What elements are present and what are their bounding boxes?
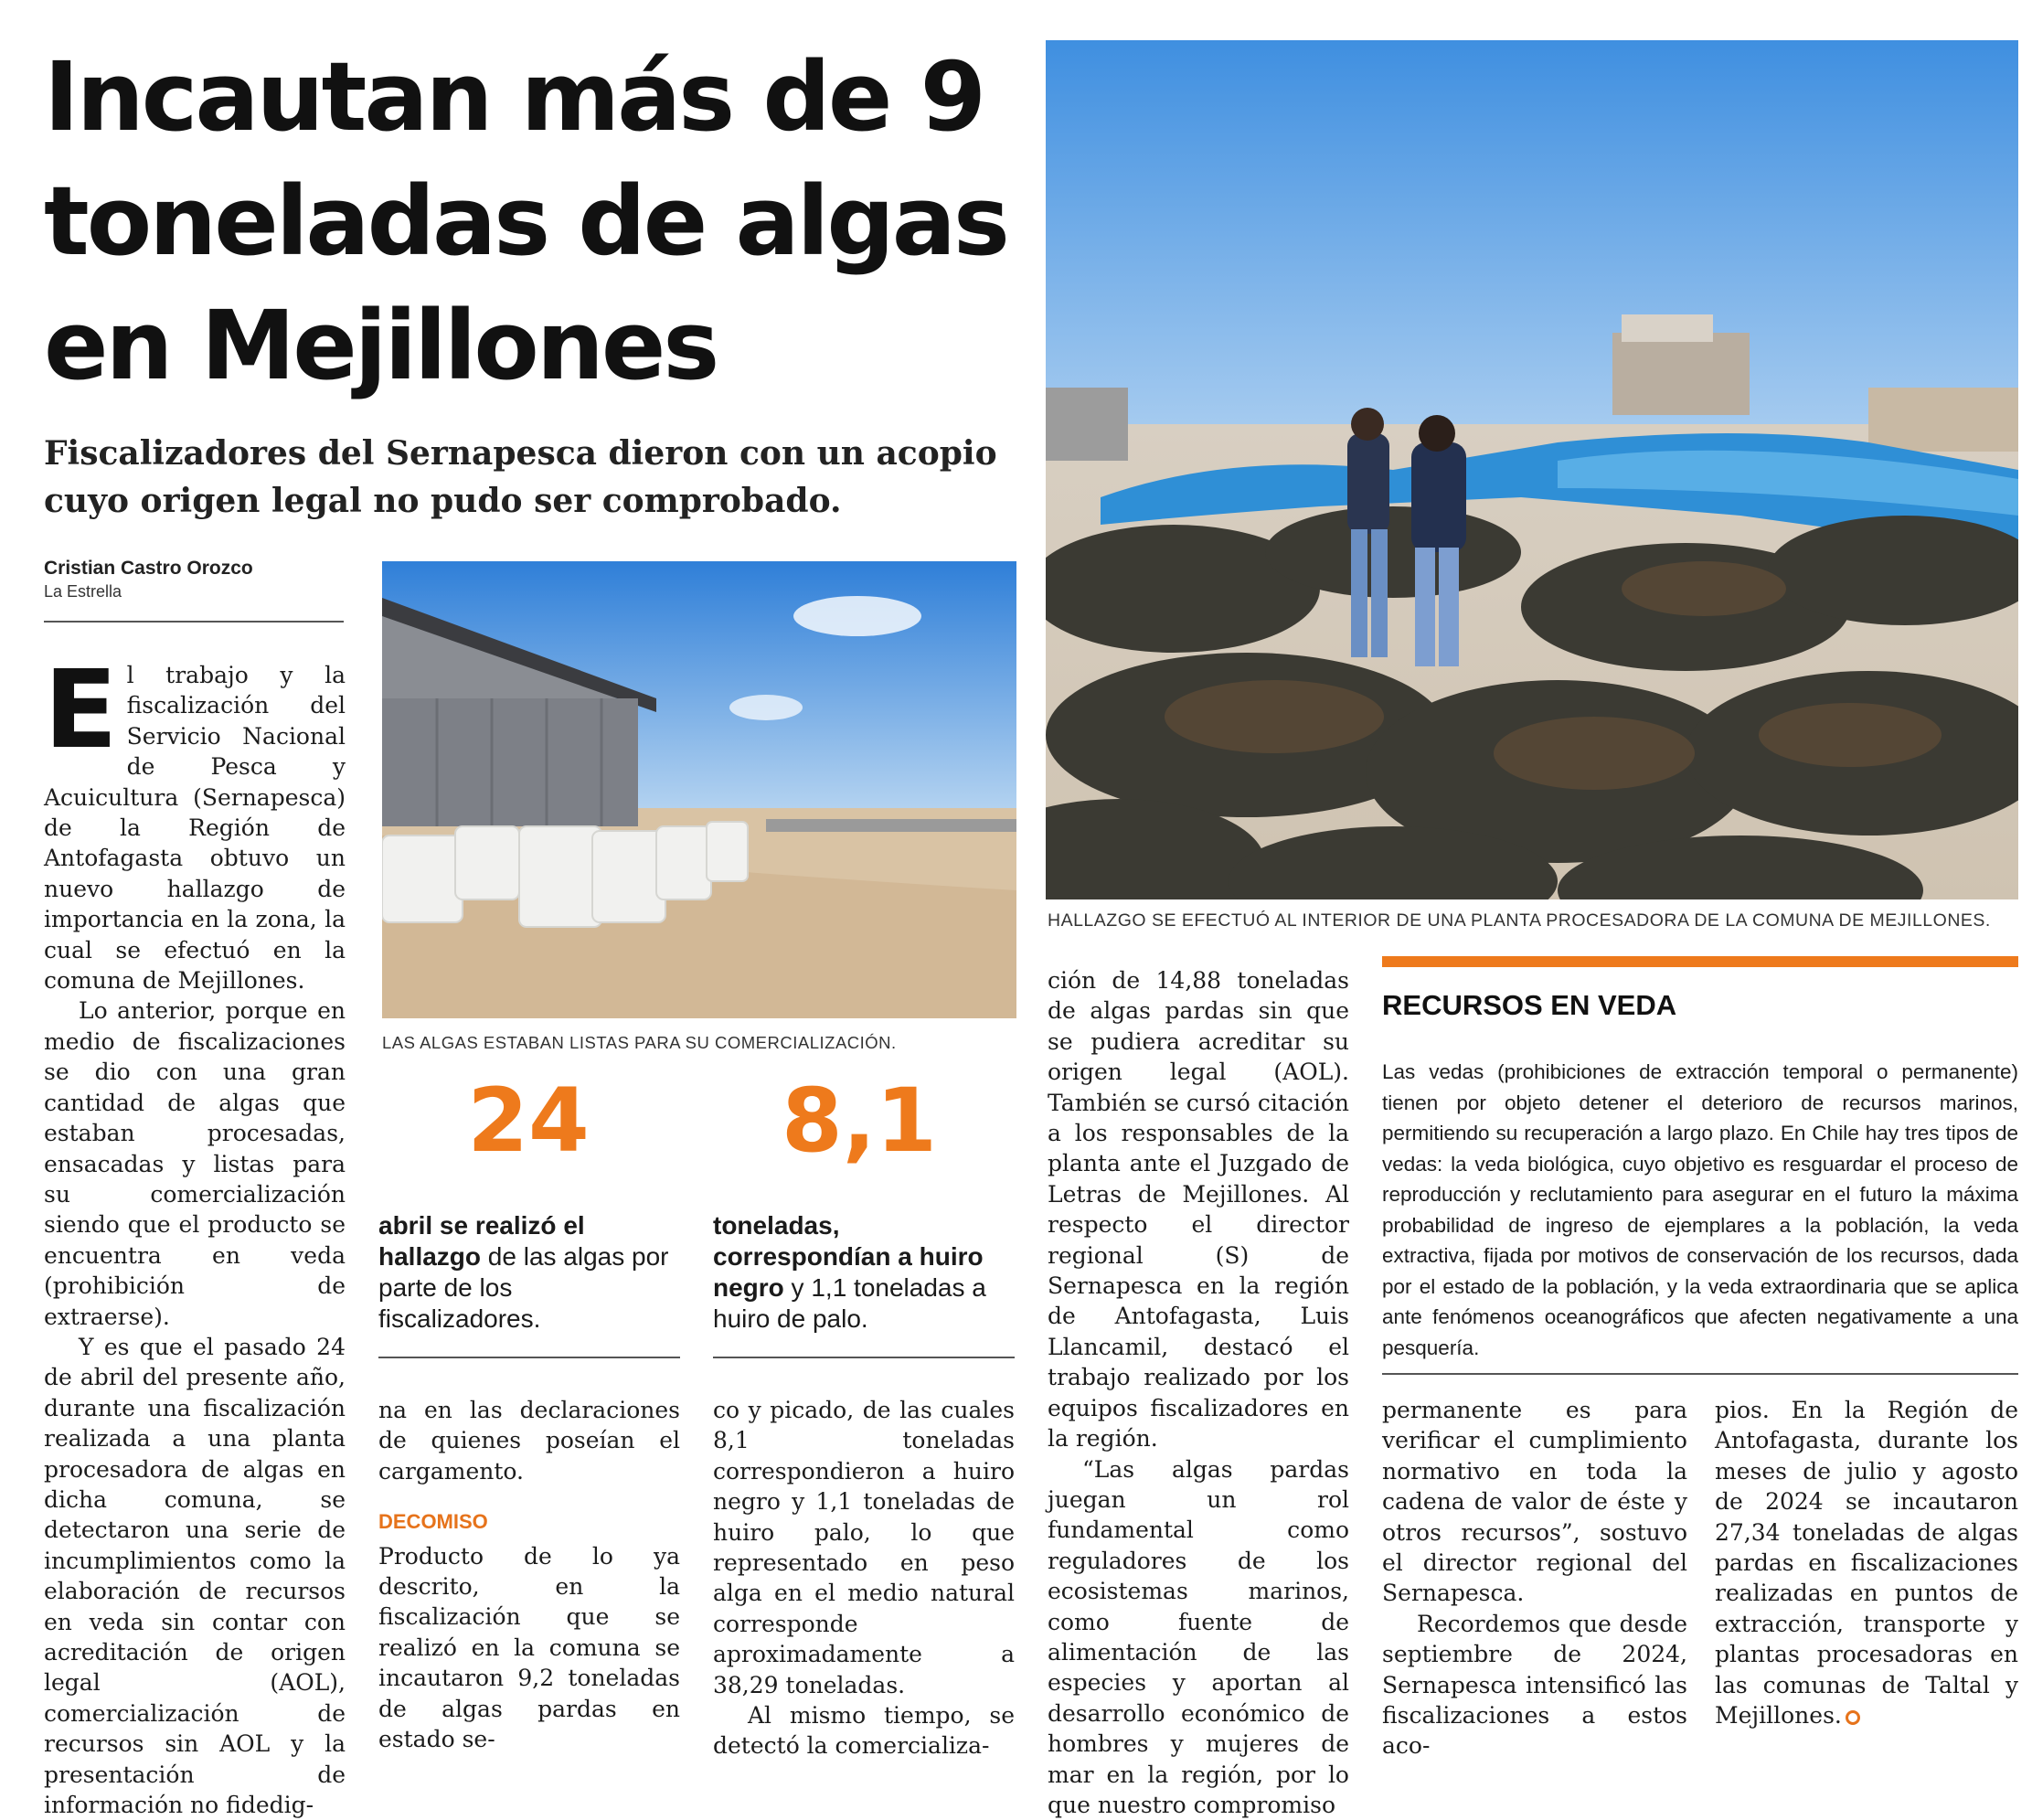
stat-text-2-bold: toneladas, correspondían a huiro negro — [713, 1211, 984, 1302]
body-text: pios. En la Región de Antofagasta, durante los meses de julio y agosto de 2024 se incautaron 27,34 toneladas de algas pardas en fiscalizaciones realizadas en puntos de extracción, transporte y plantas procesadoras en las comunas de Taltal y Mejillones. — [1715, 1397, 2018, 1729]
secondary-photo-illustration — [382, 561, 1016, 1018]
sidebar-accent-bar — [1382, 956, 2018, 967]
stat-number-1: 24 — [382, 1070, 675, 1172]
subheadline: Fiscalizadores del Sernapesca dieron con un acopio cuyo origen legal no pudo ser comprobado. — [44, 430, 1031, 525]
body-column-4 — [1048, 965, 1349, 1820]
body-paragraph: Al mismo tiempo, se detectó la comercializa- — [713, 1700, 1015, 1761]
body-paragraph: na en las declaraciones de quienes poseían el cargamento. — [378, 1395, 680, 1486]
body-paragraph: “Las algas pardas juegan un rol fundamental como reguladores de los ecosistemas marinos, como fuente de alimentación de las especies y aportan al desarrollo económico de hombres y mujeres de mar en la región, por lo que nuestro compromiso — [1048, 1454, 1349, 1820]
sidebar-text: Las vedas (prohibiciones de extracción temporal o permanente) tienen por objeto detener el deterioro de recursos marinos, permitiendo su recuperación a largo plazo. En Chile hay tres tipos de vedas: la veda biológica, cuyo objetivo es resguardar el proceso de reproducción y reclutamiento para asegurar en el futuro la máxima probabilidad de ingreso de ejemplares a la población, la veda extractiva, fijada por motivos de conservación de los recursos, dada por el estado de la población, y la veda extraordinaria que se aplica ante fenómenos oceanográficos que afecten negativamente a una pesquería. — [1382, 1057, 2018, 1363]
stat-text-2-rest: y 1,1 toneladas a huiro de palo. — [713, 1273, 986, 1333]
byline — [44, 558, 253, 601]
author-name: Cristian Castro Orozco — [44, 558, 253, 580]
secondary-photo-caption: LAS ALGAS ESTABAN LISTAS PARA SU COMERCIALIZACIÓN. — [382, 1033, 1016, 1053]
body-column-6 — [1715, 1395, 2018, 1730]
stat-rule-1 — [378, 1357, 680, 1358]
stat-number-2: 8,1 — [713, 1070, 1005, 1172]
body-paragraph: Producto de lo ya descrito, en la fiscalización que se realizó en la comuna se incautaron 9,2 toneladas de algas pardas en estado se- — [378, 1541, 680, 1755]
stat-text-1-rest: de las algas por parte de los fiscalizadores. — [378, 1242, 668, 1333]
body-column-2 — [378, 1395, 680, 1754]
main-photo-caption: HALLAZGO SE EFECTUÓ AL INTERIOR DE UNA PLANTA PROCESADORA DE LA COMUNA DE MEJILLONES. — [1048, 910, 2016, 931]
end-mark-icon — [1846, 1710, 1860, 1725]
body-paragraph — [1715, 1395, 2018, 1730]
sidebar-title: RECURSOS EN VEDA — [1382, 989, 1676, 1022]
body-paragraph: co y picado, de las cuales 8,1 toneladas correspondieron a huiro negro y 1,1 toneladas de huiro palo, lo que representado en peso alga en el medio natural corresponde aproximadamente a 38,29 toneladas. — [713, 1395, 1015, 1700]
body-paragraph: Y es que el pasado 24 de abril del presente año, durante una fiscalización realizada a una planta procesadora de algas en dicha comuna, se detectaron una serie de incumplimientos como la elaboración de recursos en veda sin contar con acreditación de origen legal (AOL), comercialización de recursos sin AOL y la presentación de información no fidedig- — [44, 1332, 346, 1820]
body-column-1 — [44, 660, 346, 1820]
stat-text-2 — [713, 1210, 1015, 1335]
outlet-name: La Estrella — [44, 582, 253, 601]
stat-text-1-bold: abril se realizó el hallazgo — [378, 1211, 585, 1271]
body-text: l trabajo y la fiscalización del Servicio Nacional de Pesca y Acuicultura (Sernapesca) de la Región de Antofagasta obtuvo un nuevo hallazgo de importancia en la zona, la cual se efectuó en la comuna de Mejillones. — [44, 662, 346, 994]
main-photo-illustration — [1046, 40, 2018, 899]
body-column-3 — [713, 1395, 1015, 1761]
section-heading-decomiso: DECOMISO — [378, 1506, 680, 1537]
stat-text-1 — [378, 1210, 680, 1335]
drop-cap: E — [44, 665, 118, 753]
stat-rule-2 — [713, 1357, 1015, 1358]
main-photo — [1046, 40, 2018, 899]
headline: Incautan más de 9 toneladas de algas en Mejillones — [44, 35, 1049, 408]
body-paragraph: Recordemos que desde septiembre de 2024, Sernapesca intensificó las fiscalizaciones a estos aco- — [1382, 1609, 1687, 1761]
body-paragraph — [44, 660, 346, 995]
body-paragraph: ción de 14,88 toneladas de algas pardas sin que se pudiera acreditar su origen legal (AOL). También se cursó citación a los responsables de la planta ante el Juzgado de Letras de Mejillones. Al respecto el director regional (S) de Sernapesca en la región de Antofagasta, Luis Llancamil, destacó el trabajo realizado por los equipos fiscalizadores en la región. — [1048, 965, 1349, 1454]
body-column-5 — [1382, 1395, 1687, 1761]
secondary-photo — [382, 561, 1016, 1018]
body-paragraph: Lo anterior, porque en medio de fiscalizaciones se dio con una gran cantidad de algas que estaban procesadas, ensacadas y listas para su comercialización siendo que el producto se encuentra en veda (prohibición de extraerse). — [44, 995, 346, 1331]
body-paragraph: permanente es para verificar el cumplimiento normativo en toda la cadena de valor de éste y otros recursos”, sostuvo el director regional del Sernapesca. — [1382, 1395, 1687, 1609]
byline-rule — [44, 621, 344, 623]
sidebar-bottom-rule — [1382, 1373, 2018, 1375]
